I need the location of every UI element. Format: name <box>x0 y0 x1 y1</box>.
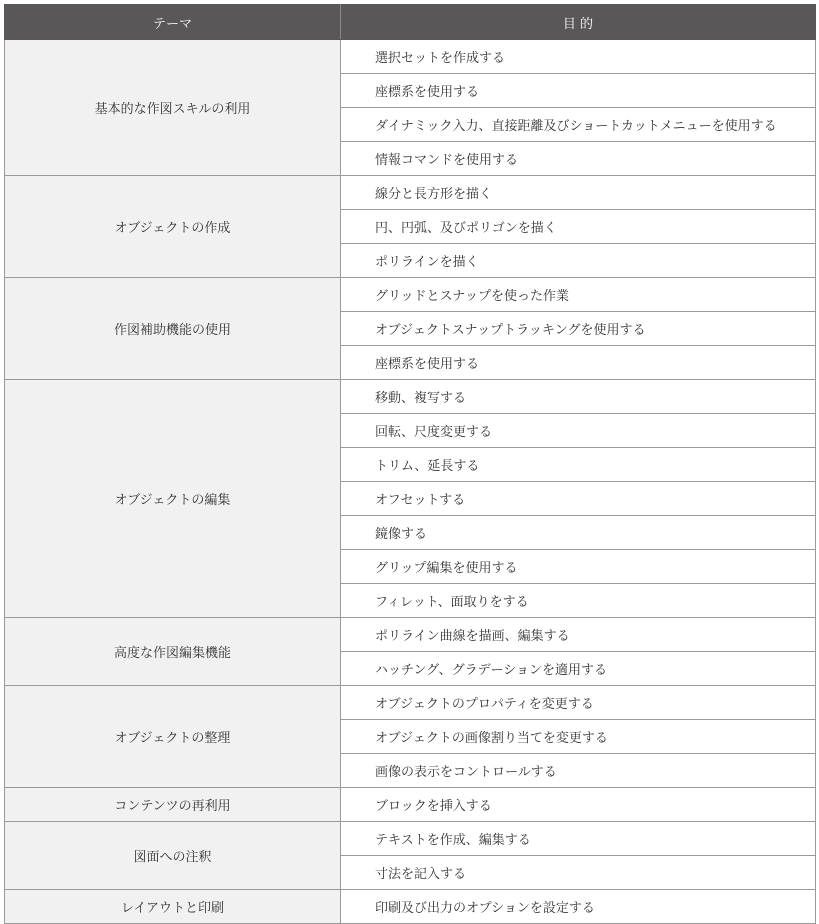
theme-cell: オブジェクトの編集 <box>5 380 341 618</box>
curriculum-table-wrapper <box>4 4 815 924</box>
header-theme: テーマ <box>5 5 341 40</box>
theme-cell: レイアウトと印刷 <box>5 890 341 924</box>
table-row <box>5 618 816 652</box>
theme-cell: コンテンツの再利用 <box>5 788 341 822</box>
goal-cell: トリム、延長する <box>341 448 816 482</box>
goal-cell: ブロックを挿入する <box>341 788 816 822</box>
goal-cell: テキストを作成、編集する <box>341 822 816 856</box>
table-row <box>5 788 816 822</box>
goal-cell: 印刷及び出力のオプションを設定する <box>341 890 816 924</box>
theme-cell: オブジェクトの作成 <box>5 176 341 278</box>
table-row <box>5 822 816 856</box>
table-row <box>5 890 816 924</box>
curriculum-table <box>4 4 816 924</box>
goal-cell: 円、円弧、及びポリゴンを描く <box>341 210 816 244</box>
table-row <box>5 40 816 74</box>
goal-cell: 画像の表示をコントロールする <box>341 754 816 788</box>
goal-cell: ポリライン曲線を描画、編集する <box>341 618 816 652</box>
goal-cell: 情報コマンドを使用する <box>341 142 816 176</box>
goal-cell: ダイナミック入力、直接距離及びショートカットメニューを使用する <box>341 108 816 142</box>
goal-cell: オフセットする <box>341 482 816 516</box>
goal-cell: 選択セットを作成する <box>341 40 816 74</box>
theme-cell: 作図補助機能の使用 <box>5 278 341 380</box>
goal-cell: オブジェクトのプロパティを変更する <box>341 686 816 720</box>
table-row <box>5 176 816 210</box>
goal-cell: 座標系を使用する <box>341 74 816 108</box>
theme-cell: 図面への注釈 <box>5 822 341 890</box>
goal-cell: 線分と長方形を描く <box>341 176 816 210</box>
theme-cell: オブジェクトの整理 <box>5 686 341 788</box>
header-goal: 目 的 <box>341 5 816 40</box>
goal-cell: ハッチング、グラデーションを適用する <box>341 652 816 686</box>
goal-cell: フィレット、面取りをする <box>341 584 816 618</box>
goal-cell: グリップ編集を使用する <box>341 550 816 584</box>
table-body <box>5 40 816 924</box>
goal-cell: 鏡像する <box>341 516 816 550</box>
theme-cell: 高度な作図編集機能 <box>5 618 341 686</box>
goal-cell: オブジェクトスナップトラッキングを使用する <box>341 312 816 346</box>
goal-cell: 寸法を記入する <box>341 856 816 890</box>
table-row <box>5 686 816 720</box>
goal-cell: オブジェクトの画像割り当てを変更する <box>341 720 816 754</box>
goal-cell: グリッドとスナップを使った作業 <box>341 278 816 312</box>
goal-cell: 移動、複写する <box>341 380 816 414</box>
goal-cell: 座標系を使用する <box>341 346 816 380</box>
table-row <box>5 278 816 312</box>
goal-cell: 回転、尺度変更する <box>341 414 816 448</box>
theme-cell: 基本的な作図スキルの利用 <box>5 40 341 176</box>
table-header-row <box>5 5 816 40</box>
table-row <box>5 380 816 414</box>
goal-cell: ポリラインを描く <box>341 244 816 278</box>
